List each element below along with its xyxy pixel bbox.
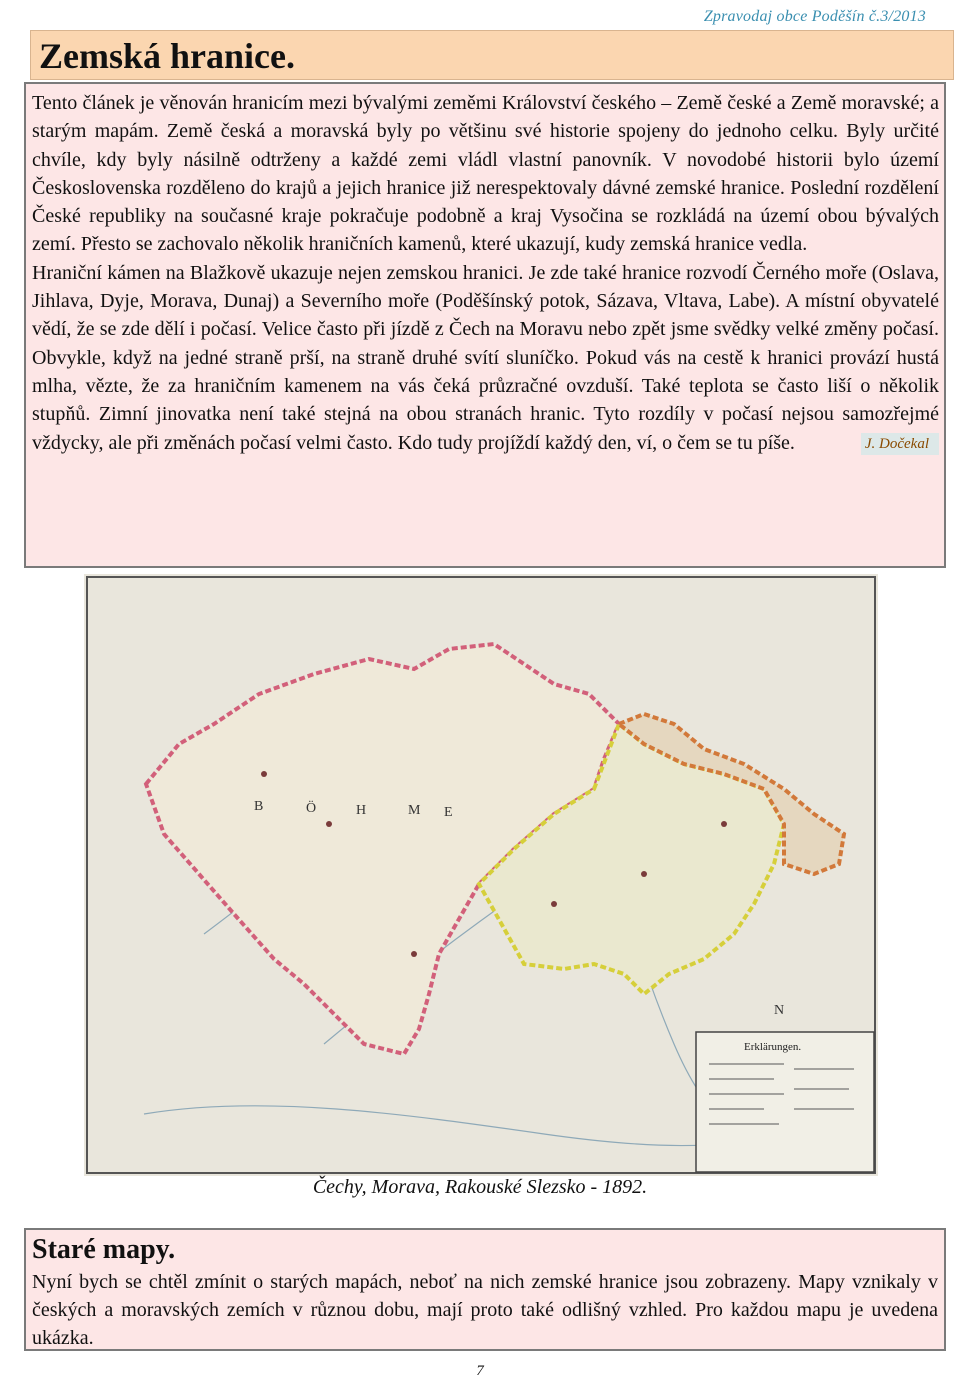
newsletter-header: Zpravodaj obce Poděšín č.3/2013	[703, 8, 926, 25]
map-town	[641, 871, 647, 877]
old-maps-section	[24, 1228, 946, 1351]
map-label: B	[254, 799, 264, 814]
section-title: Staré mapy.	[32, 1234, 176, 1265]
section-text: Nyní bych se chtěl zmínit o starých mapách, neboť na nich zemské hranice jsou zobrazeny. Mapy vznikaly v českých a moravských zemích v různou dobu, mají proto také odlišný vzhled. Pro každou mapu je uvedena ukázka.	[32, 1271, 938, 1349]
map-town	[551, 901, 557, 907]
map-legend-title: Erklärungen.	[744, 1041, 802, 1053]
map-town	[326, 821, 332, 827]
page-number: 7	[476, 1363, 484, 1379]
map-town	[721, 821, 727, 827]
author-signature: J. Dočekal	[861, 433, 939, 455]
map-label: H	[356, 803, 367, 818]
historical-map	[84, 574, 878, 1176]
article-body	[24, 82, 946, 568]
map-label: M	[408, 803, 421, 818]
map-label: E	[444, 805, 453, 820]
article-paragraph-2	[32, 259, 939, 457]
article-title-bar	[30, 30, 954, 80]
map-town	[411, 951, 417, 957]
article-paragraph-1: Tento článek je věnován hranicím mezi bývalými zeměmi Království českého – Země české a Země moravské; a starým mapám. Země česká a moravská byly po většinu své historie spojeny do jednoho celku. Byly určité chvíle, kdy byly násilně odtrženy a každé zemi vládl vlastní panovník. V novodobé historii bylo území Československa rozděleno do krajů a jejich hranice již nerespektovaly dávné zemské hranice. Poslední rozdělení České republiky na současné kraje pokračuje podobně a kraj Vysočina se rozkládá na území obou bývalých zemí. Přesto se zachovalo několik hraničních kamenů, které ukazují, kudy zemská hranice vedla.	[32, 92, 939, 256]
map-town	[261, 771, 267, 777]
article-paragraph-2-text: Hraniční kámen na Blažkově ukazuje nejen zemskou hranici. Je zde také hranice rozvodí Černého moře (Oslava, Jihlava, Dyje, Morava, Dunaj) a Severního moře (Poděšínský potok, Sázava, Vltava, Labe). A místní obyvatelé vědí, že se zde dělí i počasí. Velice často při jízdě z Čech na Moravu nebo zpět jsme svědky velké změny počasí. Obvykle, když na jedné straně prší, na straně druhé svítí sluníčko. Pokud vás na cestě k hranici provází hustá mlha, vězte, že za hraničním kamenem na vás čeká průzračné ovzduší. Také teplota se často liší o několik stupňů. Zimní jinovatka není také stejná na obou stranách hranic. Tyto rozdíly v počasí nejsou samozřejmé vždycky, ale při změnách počasí velmi často. Kdo tudy projíždí každý den, ví, o čem se tu píše.	[32, 261, 939, 454]
map-illustration	[84, 574, 878, 1176]
map-legend	[696, 1032, 874, 1172]
map-caption: Čechy, Morava, Rakouské Slezsko - 1892.	[312, 1176, 648, 1198]
map-label: Ö	[306, 801, 317, 816]
map-label: N	[774, 1003, 785, 1018]
article-title: Zemská hranice.	[39, 36, 295, 76]
